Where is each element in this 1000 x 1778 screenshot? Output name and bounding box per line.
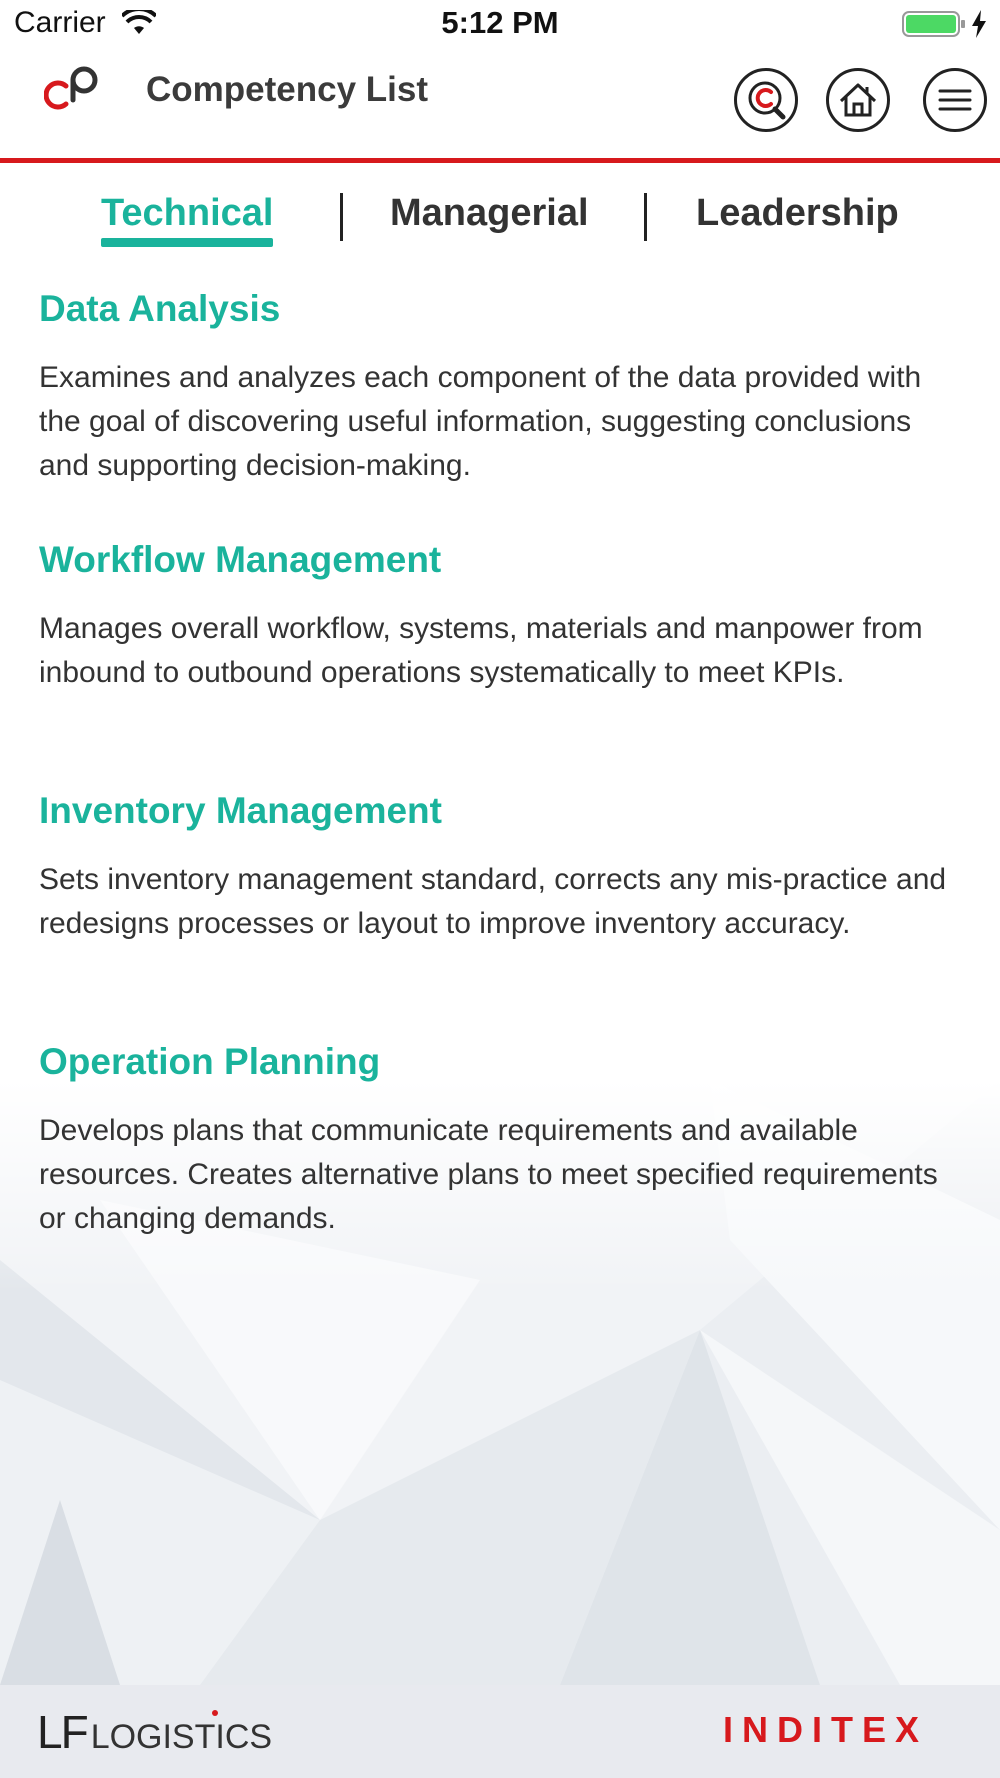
competency-description: Sets inventory management standard, corrects any mis-practice and redesigns processes or layout to improve inventory accuracy. bbox=[39, 863, 947, 940]
competency-description: Develops plans that communicate requirements and available resources. Creates alternative plans to meet specified requirements or changing demands. bbox=[39, 1114, 938, 1235]
charging-bolt-icon bbox=[970, 10, 988, 38]
menu-icon bbox=[926, 71, 984, 129]
menu-button[interactable] bbox=[923, 68, 987, 132]
tab-label: Managerial bbox=[390, 192, 589, 234]
lf-logistics-logo bbox=[37, 1705, 272, 1759]
home-button[interactable] bbox=[826, 68, 890, 132]
competency-title: Operation Planning bbox=[39, 1041, 381, 1082]
tab-leadership[interactable] bbox=[696, 192, 899, 235]
competency-item bbox=[39, 283, 959, 534]
status-bar bbox=[0, 0, 1000, 50]
inditex-logo: INDITEX bbox=[723, 1709, 929, 1750]
cp-logo-icon bbox=[44, 64, 104, 114]
lf-logo-mark: LF bbox=[37, 1706, 87, 1758]
search-c-icon bbox=[737, 71, 795, 129]
competency-item bbox=[39, 785, 959, 1036]
competency-title: Workflow Management bbox=[39, 539, 442, 580]
competency-tabs bbox=[0, 180, 1000, 260]
battery-icon bbox=[902, 10, 966, 38]
tab-managerial[interactable] bbox=[390, 192, 589, 235]
tab-label: Leadership bbox=[696, 192, 899, 234]
tab-technical[interactable] bbox=[101, 192, 273, 235]
tab-label: Technical bbox=[101, 192, 274, 234]
active-tab-indicator bbox=[101, 238, 273, 247]
competency-search-button[interactable] bbox=[734, 68, 798, 132]
footer bbox=[0, 1685, 1000, 1778]
lf-logo-text: LOGISTICS bbox=[90, 1718, 273, 1756]
competency-item bbox=[39, 1036, 959, 1287]
competency-description: Manages overall workflow, systems, materials and manpower from inbound to outbound operations systematically to meet KPIs. bbox=[39, 612, 923, 689]
competency-item bbox=[39, 534, 959, 785]
app-header bbox=[0, 50, 1000, 163]
home-icon bbox=[829, 71, 887, 129]
tab-divider bbox=[340, 193, 343, 241]
carrier-label: Carrier bbox=[14, 6, 106, 39]
competency-title: Data Analysis bbox=[39, 288, 281, 329]
logo-dot bbox=[212, 1710, 218, 1716]
status-time: 5:12 PM bbox=[441, 5, 559, 40]
competency-title: Inventory Management bbox=[39, 790, 442, 831]
tab-divider bbox=[644, 193, 647, 241]
competency-list bbox=[39, 283, 959, 1287]
page-title: Competency List bbox=[146, 70, 428, 109]
competency-description: Examines and analyzes each component of the data provided with the goal of discovering useful information, suggesting conclusions and supporting decision-making. bbox=[39, 361, 922, 482]
